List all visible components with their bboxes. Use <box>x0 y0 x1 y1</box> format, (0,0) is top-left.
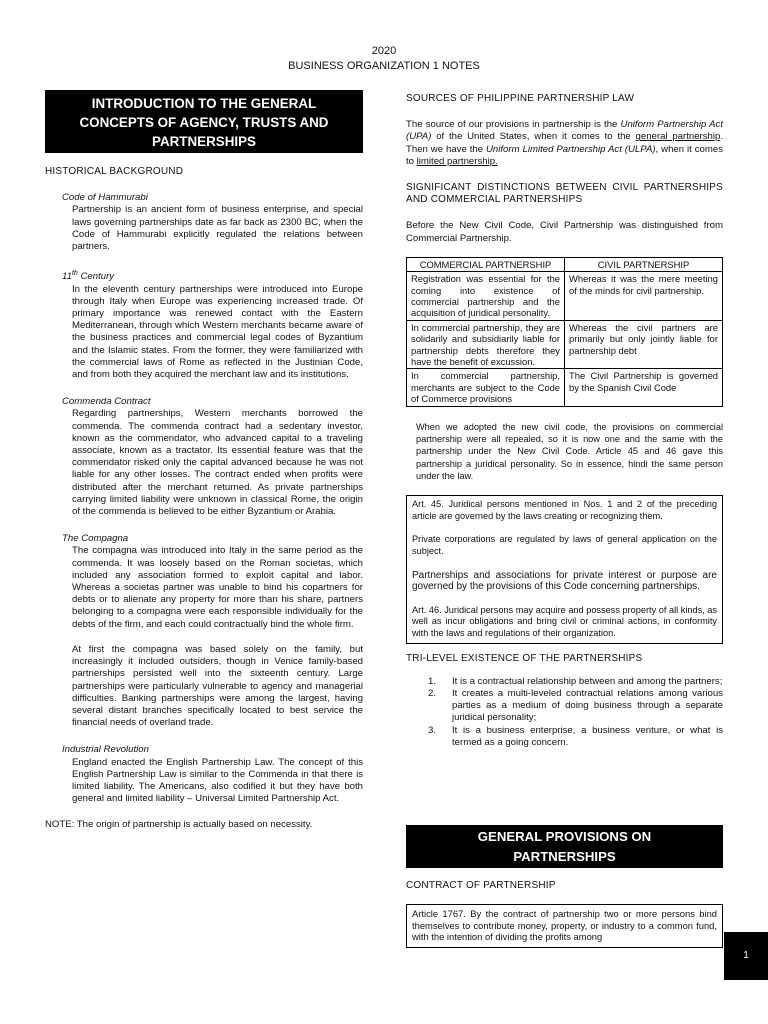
commenda-text: Regarding partnerships, Western merchants borrowed the commenda. The commenda contract had a sedentary investor, known as the commendator, who advanced capital to a traveling associate, known as a tractator. Its essential feature was that the commendator risked only the capital advanced because he was not liable for any other losses. The contract ended when profits were distributed after the merchant returned. As private partnerships carrying limited liability were unknown in classical Rome, the origin of the commenda is believed to be either Byzantium or Arabia. <box>72 408 363 518</box>
list-item-text: It creates a multi-leveled contractual relations among various parties as a medium of doing business through a separate juridical personality; <box>452 687 723 724</box>
general-provisions-box <box>406 825 723 868</box>
distinctions-heading: SIGNIFICANT DISTINCTIONS BETWEEN CIVIL PARTNERSHIPS AND COMMERCIAL PARTNERSHIPS <box>406 182 723 206</box>
table-header-row <box>407 257 723 271</box>
list-item <box>406 688 723 725</box>
eleventh-num: 11 <box>62 271 72 283</box>
list-item-number: 3. <box>428 724 437 736</box>
hammurabi-text: Partnership is an ancient form of business enterprise, and special laws governing partnerships date as far back as 2300 BC, when the Code of Hammurabi explicitly regulated the relations between partners. <box>72 204 363 253</box>
general-provisions-line-2: PARTNERSHIPS <box>513 849 616 864</box>
historical-heading: HISTORICAL BACKGROUND <box>45 166 184 177</box>
sources-text <box>406 119 723 168</box>
table-cell: In commercial partnership, they are solidarily and subsidiarily liable for partnership debts therefore they have the benefit of excussion. <box>407 320 565 369</box>
partnerships-associations: Partnerships and associations for private interest or purpose are governed by the provisions of this Code concerning partnerships. <box>412 569 717 593</box>
article-46: Art. 46. Juridical persons may acquire and possess property of all kinds, as well as incur obligations and bring civil or criminal actions, in conformity with the laws and regulations of their organization. <box>412 604 717 638</box>
comparison-table <box>406 257 723 407</box>
table-cell: The Civil Partnership is governed by the Spanish Civil Code <box>565 369 723 406</box>
sources-heading: SOURCES OF PHILIPPINE PARTNERSHIP LAW <box>406 93 635 104</box>
article-45: Art. 45. Juridical persons mentioned in Nos. 1 and 2 of the preceding article are governed by the laws creating or recognizing them. <box>412 499 717 521</box>
left-column <box>45 166 363 832</box>
eleventh-century-title <box>45 268 363 283</box>
sources-upa: Uniform Partnership Act (UPA) <box>406 119 723 143</box>
table-row <box>407 272 723 321</box>
list-item-number: 2. <box>428 687 437 699</box>
right-column <box>406 93 723 749</box>
eleventh-word: Century <box>77 271 115 283</box>
sources-ulpa: Uniform Limited Partnership Act (ULPA) <box>486 143 656 155</box>
sources-t4: , when it comes to <box>406 143 723 167</box>
trilevel-heading: TRI-LEVEL EXISTENCE OF THE PARTNERSHIPS <box>406 652 643 664</box>
adopted-text: When we adopted the new civil code, the provisions on commercial partnership were all repealed, so it is now one and the same with the partnership under the New Civil Code. Article 45 and 46 gave this partnership a juridical personality. So in essence, hindi the same person under the law. <box>416 421 723 481</box>
intro-title-line-3: PARTNERSHIPS <box>152 134 256 149</box>
contract-heading: CONTRACT OF PARTNERSHIP <box>406 880 556 891</box>
sources-t2: of the United States, when it comes to the <box>431 131 636 143</box>
table-header-commercial: COMMERCIAL PARTNERSHIP <box>407 257 565 271</box>
sources-t3: . Then we have the <box>406 131 723 155</box>
page-number: 1 <box>724 932 768 980</box>
table-header-civil: CIVIL PARTNERSHIP <box>565 257 723 271</box>
private-corporations: Private corporations are regulated by laws of general application on the subject. <box>412 534 717 556</box>
intro-title-line-2: CONCEPTS OF AGENCY, TRUSTS AND <box>79 115 329 130</box>
sources-t1: The source of our provisions in partnership is the <box>406 119 621 131</box>
compagna-title: The Compagna <box>62 533 129 545</box>
list-item-text: It is a contractual relationship between and among the partners; <box>452 675 723 687</box>
list-item <box>406 676 723 688</box>
table-cell: In commercial partnership, merchants are subject to the Code of Commerce provisions <box>407 369 565 406</box>
table-row <box>407 369 723 406</box>
general-provisions-line-1: GENERAL PROVISIONS ON <box>477 829 652 844</box>
table-cell: Registration was essential for the coming into existence of commercial partnership and the acquisition of juridical personality. <box>407 272 565 321</box>
sources-limited-partnership: limited partnership. <box>416 155 498 167</box>
intro-title-line-1: INTRODUCTION TO THE GENERAL <box>91 96 317 111</box>
articles-box <box>406 495 723 643</box>
note-text: NOTE: The origin of partnership is actually based on necessity. <box>45 819 313 831</box>
intro-title-box <box>45 90 363 153</box>
hammurabi-title: Code of Hammurabi <box>62 192 148 204</box>
sources-general-partnership: general partnership <box>635 131 721 143</box>
before-text: Before the New Civil Code, Civil Partnership was distinguished from Commercial Partnership. <box>406 220 723 244</box>
trilevel-list <box>406 676 723 749</box>
list-item-text: It is a business enterprise, a business venture, or what is termed as a going concern. <box>452 724 723 748</box>
commenda-title: Commenda Contract <box>62 396 151 408</box>
compagna-text-2: At first the compagna was based solely on the family, but increasingly it included outsiders, though in Venice family-based partnerships persisted well into the sixteenth century. Large partnerships were particularly vulnerable to agency and managerial difficulties. Banking partnerships were among the largest, having several distant branches specifically located to best service the financial needs of overland trade. <box>72 643 363 729</box>
table-row <box>407 320 723 369</box>
header-year: 2020 <box>371 45 397 57</box>
eleventh-sup: th <box>71 270 78 278</box>
industrial-title: Industrial Revolution <box>62 744 149 756</box>
industrial-text: England enacted the English Partnership Law. The concept of this English Partnership Law is similar to the Commenda in that there is limited liability. The Americans, also codified it but they have both general and limited liability – Universal Limited Partnership Act. <box>72 756 363 805</box>
eleventh-century-text: In the eleventh century partnerships were introduced into Europe through Italy when Europe was experiencing increased trade. Of primary importance was renewed contact with the Eastern Mediterranean, through which Western merchants became aware of the business practices and commercial legal codes of Byzantium and the Islamic states. From the former, they were familiarized with the commercial laws of Rome as reflected in the Justinian Code, and from both they acquired the merchant law and its institutions. <box>72 283 363 381</box>
list-item <box>406 725 723 749</box>
article-1767-box <box>406 904 723 948</box>
header-title: BUSINESS ORGANIZATION 1 NOTES <box>288 60 480 72</box>
list-item-number: 1. <box>428 675 437 687</box>
compagna-text-1: The compagna was introduced into Italy in the same period as the commenda. It was loosely based on the Roman societas, which included any association formed to exploit capital and labor. Whereas a societas partner was unable to bind his copartners for debts or to alienate any property for more than his share, partners belonging to a compagna were each responsible individually for the debts of the firm, and each could contractually bind the whole firm. <box>72 545 363 630</box>
table-cell: Whereas the civil partners are primarily but only jointly liable for partnership debt <box>565 320 723 369</box>
article-1767-text: Article 1767. By the contract of partnership two or more persons bind themselves to contribute money, property, or industry to a common fund, with the intention of dividing the profits among <box>412 908 717 943</box>
table-cell: Whereas it was the mere meeting of the minds for civil partnership. <box>565 272 723 321</box>
